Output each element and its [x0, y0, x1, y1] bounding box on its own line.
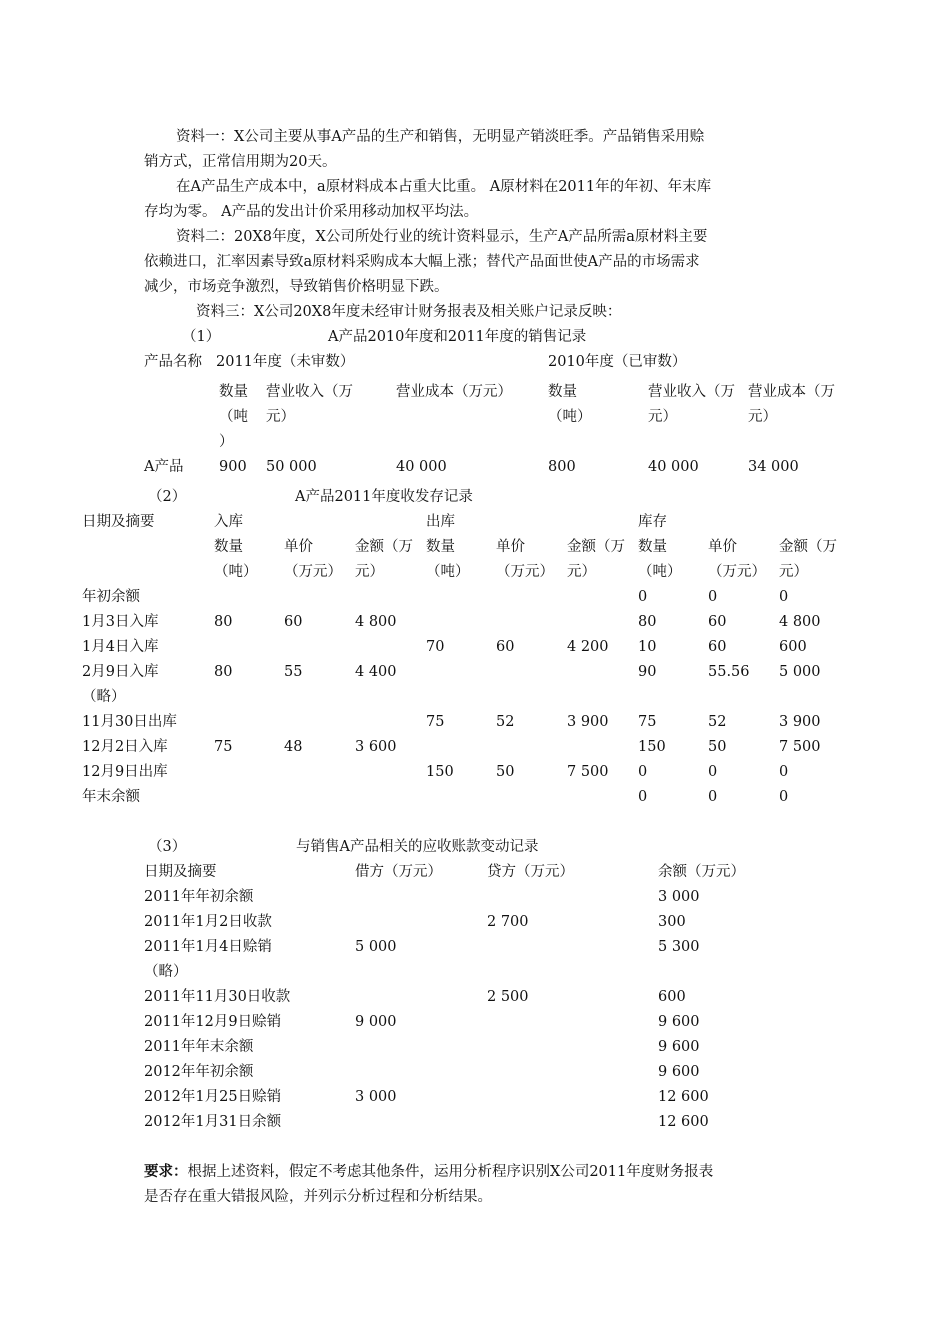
table-row-label: 2011年11月30日收款 [144, 989, 291, 1005]
sales-row-cost-2011: 40 000 [396, 459, 447, 475]
receivables-h-balance: 余额（万元） [658, 864, 745, 880]
sales-h-cost10-l2: 元） [748, 409, 777, 425]
receivables-h-date: 日期及摘要 [144, 864, 217, 880]
table-row-label: 12月2日入库 [82, 739, 168, 755]
stock-amt-l2: 元） [779, 564, 808, 580]
receivables-number: （3） [148, 839, 187, 855]
requirement-line1 [144, 1163, 713, 1181]
table-cell: 60 [708, 639, 727, 655]
in-price-l1: 单价 [284, 539, 313, 555]
table-cell: 0 [779, 589, 789, 605]
table-cell: 52 [496, 714, 515, 730]
sales-row-cost-2010: 34 000 [748, 459, 799, 475]
table-cell: 3 000 [658, 889, 700, 905]
table-row-label: 1月4日入库 [82, 639, 159, 655]
table-cell: 0 [638, 789, 648, 805]
intro-p3-line1: 资料二：20X8年度，X公司所处行业的统计资料显示，生产A产品所需a原材料主要 [176, 229, 708, 245]
in-qty-l2: （吨） [214, 564, 258, 580]
table-cell: 75 [426, 714, 445, 730]
requirement-label: 要求： [144, 1163, 188, 1180]
table-cell: 60 [496, 639, 515, 655]
table-cell: 300 [658, 914, 686, 930]
table-cell: 2 500 [487, 989, 529, 1005]
in-qty-l1: 数量 [214, 539, 243, 555]
table-row-label: （略） [82, 689, 126, 705]
table-cell: 0 [638, 764, 648, 780]
intro-p4: 资料三：X公司20X8年度未经审计财务报表及相关账户记录反映： [196, 304, 622, 320]
table-row-label: 年末余额 [82, 789, 140, 805]
in-amt-l1: 金额（万 [355, 539, 413, 555]
table-cell: 4 200 [567, 639, 609, 655]
table-cell: 0 [779, 789, 789, 805]
table-row-label: 2011年12月9日赊销 [144, 1014, 282, 1030]
table-cell: 4 800 [779, 614, 821, 630]
sales-h-rev10-l2: 元） [648, 409, 677, 425]
sales-h-rev-l1: 营业收入（万 [266, 384, 353, 400]
sales-h-rev10-l1: 营业收入（万 [648, 384, 735, 400]
table-row-label: 2011年年初余额 [144, 889, 254, 905]
stock-qty-l2: （吨） [638, 564, 682, 580]
table-cell: 3 900 [779, 714, 821, 730]
out-price-l1: 单价 [496, 539, 525, 555]
table-cell: 52 [708, 714, 727, 730]
stock-amt-l1: 金额（万 [779, 539, 837, 555]
table-cell: 80 [638, 614, 657, 630]
table-cell: 150 [426, 764, 454, 780]
requirement-line2: 是否存在重大错报风险，并列示分析过程和分析结果。 [144, 1189, 492, 1205]
table-row-label: 2011年年末余额 [144, 1039, 254, 1055]
sales-h-qty10-l2: （吨） [548, 409, 592, 425]
table-cell: 3 600 [355, 739, 397, 755]
inventory-h-out: 出库 [426, 514, 455, 530]
stock-price-l2: （万元） [708, 564, 766, 580]
intro-p3-line3: 减少，市场竞争激烈，导致销售价格明显下跌。 [144, 279, 449, 295]
sales-h-qty-l3: ） [219, 434, 234, 450]
table-cell: 90 [638, 664, 657, 680]
sales-row-rev-2010: 40 000 [648, 459, 699, 475]
table-cell: 0 [708, 764, 718, 780]
out-qty-l2: （吨） [426, 564, 470, 580]
in-price-l2: （万元） [284, 564, 342, 580]
sales-row-qty-2010: 800 [548, 459, 576, 475]
table-row-label: 2011年1月4日赊销 [144, 939, 272, 955]
table-row-label: （略） [144, 964, 188, 980]
table-cell: 600 [658, 989, 686, 1005]
intro-p1-line2: 销方式，正常信用期为20天。 [144, 154, 337, 170]
receivables-h-debit: 借方（万元） [355, 864, 442, 880]
table-cell: 5 000 [355, 939, 397, 955]
inventory-h-stock: 库存 [638, 514, 667, 530]
table-cell: 3 900 [567, 714, 609, 730]
table-cell: 50 [496, 764, 515, 780]
out-price-l2: （万元） [496, 564, 554, 580]
table-cell: 50 [708, 739, 727, 755]
table-cell: 9 600 [658, 1064, 700, 1080]
table-row-label: 2011年1月2日收款 [144, 914, 272, 930]
table-cell: 4 800 [355, 614, 397, 630]
table-cell: 4 400 [355, 664, 397, 680]
table-row-label: 年初余额 [82, 589, 140, 605]
stock-qty-l1: 数量 [638, 539, 667, 555]
table-cell: 5 000 [779, 664, 821, 680]
out-amt-l2: 元） [567, 564, 596, 580]
sales-year-2010: 2010年度（已审数） [548, 354, 687, 370]
inventory-h-date: 日期及摘要 [82, 514, 155, 530]
sales-row-qty-2011: 900 [219, 459, 247, 475]
table-row-label: 12月9日出库 [82, 764, 168, 780]
table-row-label: 1月3日入库 [82, 614, 159, 630]
sales-h-qty-l1: 数量 [219, 384, 248, 400]
table-cell: 12 600 [658, 1089, 709, 1105]
table-cell: 600 [779, 639, 807, 655]
sales-h-qty-l2: （吨 [219, 409, 248, 425]
table-cell: 7 500 [567, 764, 609, 780]
table-cell: 5 300 [658, 939, 700, 955]
requirement-text-1: 根据上述资料，假定不考虑其他条件，运用分析程序识别X公司2011年度财务报表 [187, 1164, 714, 1180]
table-cell: 0 [708, 589, 718, 605]
table-cell: 150 [638, 739, 666, 755]
table-cell: 70 [426, 639, 445, 655]
table-row-label: 2012年年初余额 [144, 1064, 254, 1080]
table-row-label: 2月9日入库 [82, 664, 159, 680]
stock-price-l1: 单价 [708, 539, 737, 555]
table-row-label: 2012年1月31日余额 [144, 1114, 282, 1130]
table-cell: 7 500 [779, 739, 821, 755]
inventory-number: （2） [148, 489, 187, 505]
in-amt-l2: 元） [355, 564, 384, 580]
table-cell: 9 000 [355, 1014, 397, 1030]
table-cell: 75 [214, 739, 233, 755]
table-cell: 55.56 [708, 664, 750, 680]
table-cell: 80 [214, 664, 233, 680]
sales-h-qty10-l1: 数量 [548, 384, 577, 400]
intro-p2-line2: 存均为零。 A产品的发出计价采用移动加权平均法。 [144, 204, 479, 220]
table-cell: 75 [638, 714, 657, 730]
table-cell: 2 700 [487, 914, 529, 930]
table-cell: 0 [638, 589, 648, 605]
sales-year-2011: 2011年度（未审数） [216, 354, 355, 370]
inventory-h-in: 入库 [214, 514, 243, 530]
sales-col-name: 产品名称 [144, 354, 202, 370]
table-cell: 3 000 [355, 1089, 397, 1105]
table-cell: 0 [708, 789, 718, 805]
table-cell: 60 [284, 614, 303, 630]
table-row-label: 11月30日出库 [82, 714, 177, 730]
receivables-title: 与销售A产品相关的应收账款变动记录 [296, 839, 539, 855]
receivables-h-credit: 贷方（万元） [487, 864, 574, 880]
sales-row-rev-2011: 50 000 [266, 459, 317, 475]
inventory-title: A产品2011年度收发存记录 [295, 489, 473, 505]
table-cell: 60 [708, 614, 727, 630]
table-cell: 10 [638, 639, 657, 655]
sales-h-rev-l2: 元） [266, 409, 295, 425]
table-cell: 9 600 [658, 1039, 700, 1055]
table-cell: 55 [284, 664, 303, 680]
intro-p1-line1: 资料一：X公司主要从事A产品的生产和销售，无明显产销淡旺季。产品销售采用赊 [176, 129, 705, 145]
sales-h-cost10-l1: 营业成本（万 [748, 384, 835, 400]
table-cell: 12 600 [658, 1114, 709, 1130]
sales-h-cost: 营业成本（万元） [396, 384, 512, 400]
table-row-label: 2012年1月25日赊销 [144, 1089, 282, 1105]
intro-p2-line1: 在A产品生产成本中，a原材料成本占重大比重。 A原材料在2011年的年初、年末库 [176, 179, 712, 195]
out-qty-l1: 数量 [426, 539, 455, 555]
intro-p3-line2: 依赖进口，汇率因素导致a原材料采购成本大幅上涨；替代产品面世使A产品的市场需求 [144, 254, 700, 270]
table-cell: 80 [214, 614, 233, 630]
sales-title: A产品2010年度和2011年度的销售记录 [328, 329, 587, 345]
out-amt-l1: 金额（万 [567, 539, 625, 555]
table-cell: 9 600 [658, 1014, 700, 1030]
table-cell: 48 [284, 739, 303, 755]
sales-number: （1） [182, 329, 221, 345]
table-cell: 0 [779, 764, 789, 780]
sales-row-name: A产品 [144, 459, 184, 475]
